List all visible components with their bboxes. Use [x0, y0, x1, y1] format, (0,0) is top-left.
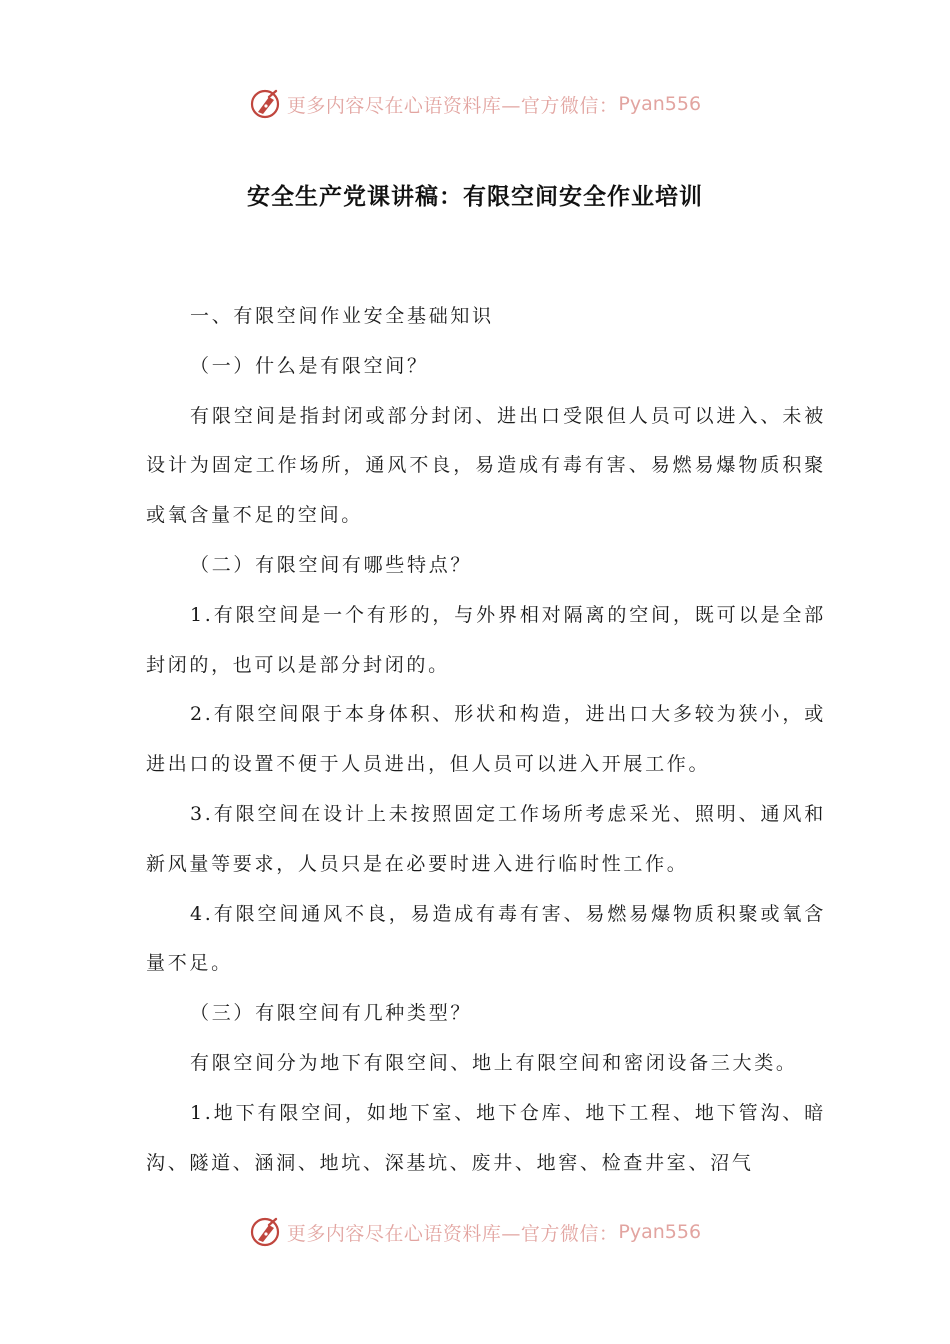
watermark-header [0, 84, 950, 124]
list-item: 3.有限空间在设计上未按照固定工作场所考虑采光、照明、通风和新风量等要求，人员只是在必要时进入进行临时性工作。 [146, 802, 826, 875]
paragraph: 有限空间是指封闭或部分封闭、进出口受限但人员可以进入、未被设计为固定工作场所，通风不良，易造成有毒有害、易燃易爆物质积聚或氧含量不足的空间。 [146, 404, 826, 527]
subsection-heading: （一）什么是有限空间？ [190, 354, 429, 377]
document-body [146, 292, 826, 1188]
document-title: 安全生产党课讲稿：有限空间安全作业培训 [247, 184, 703, 210]
subsection-heading: （二）有限空间有哪些特点？ [190, 553, 473, 576]
paragraph: 有限空间分为地下有限空间、地上有限空间和密闭设备三大类。 [190, 1051, 798, 1074]
section-heading: 一、有限空间作业安全基础知识 [190, 305, 494, 327]
list-item: 1.地下有限空间，如地下室、地下仓库、地下工程、地下管沟、暗沟、隧道、涵洞、地坑、深基坑、废井、地窖、检查井室、沼气 [146, 1101, 826, 1174]
subsection-heading: （三）有限空间有几种类型？ [190, 1002, 473, 1025]
pen-nib-logo-icon [249, 87, 283, 121]
watermark-text: 更多内容尽在心语资料库—官方微信： [286, 1222, 619, 1245]
pen-nib-logo-icon [249, 1215, 283, 1249]
watermark-text: 更多内容尽在心语资料库—官方微信： [286, 94, 619, 117]
list-item: 1.有限空间是一个有形的，与外界相对隔离的空间，既可以是全部封闭的，也可以是部分封闭的。 [146, 603, 826, 676]
watermark-handle: Pyan556 [618, 1221, 702, 1243]
watermark-handle: Pyan556 [618, 93, 702, 115]
watermark-footer [0, 1212, 950, 1252]
list-item: 4.有限空间通风不良，易造成有毒有害、易燃易爆物质积聚或氧含量不足。 [146, 902, 826, 975]
list-item: 2.有限空间限于本身体积、形状和构造，进出口大多较为狭小，或进出口的设置不便于人员进出，但人员可以进入开展工作。 [146, 703, 826, 776]
